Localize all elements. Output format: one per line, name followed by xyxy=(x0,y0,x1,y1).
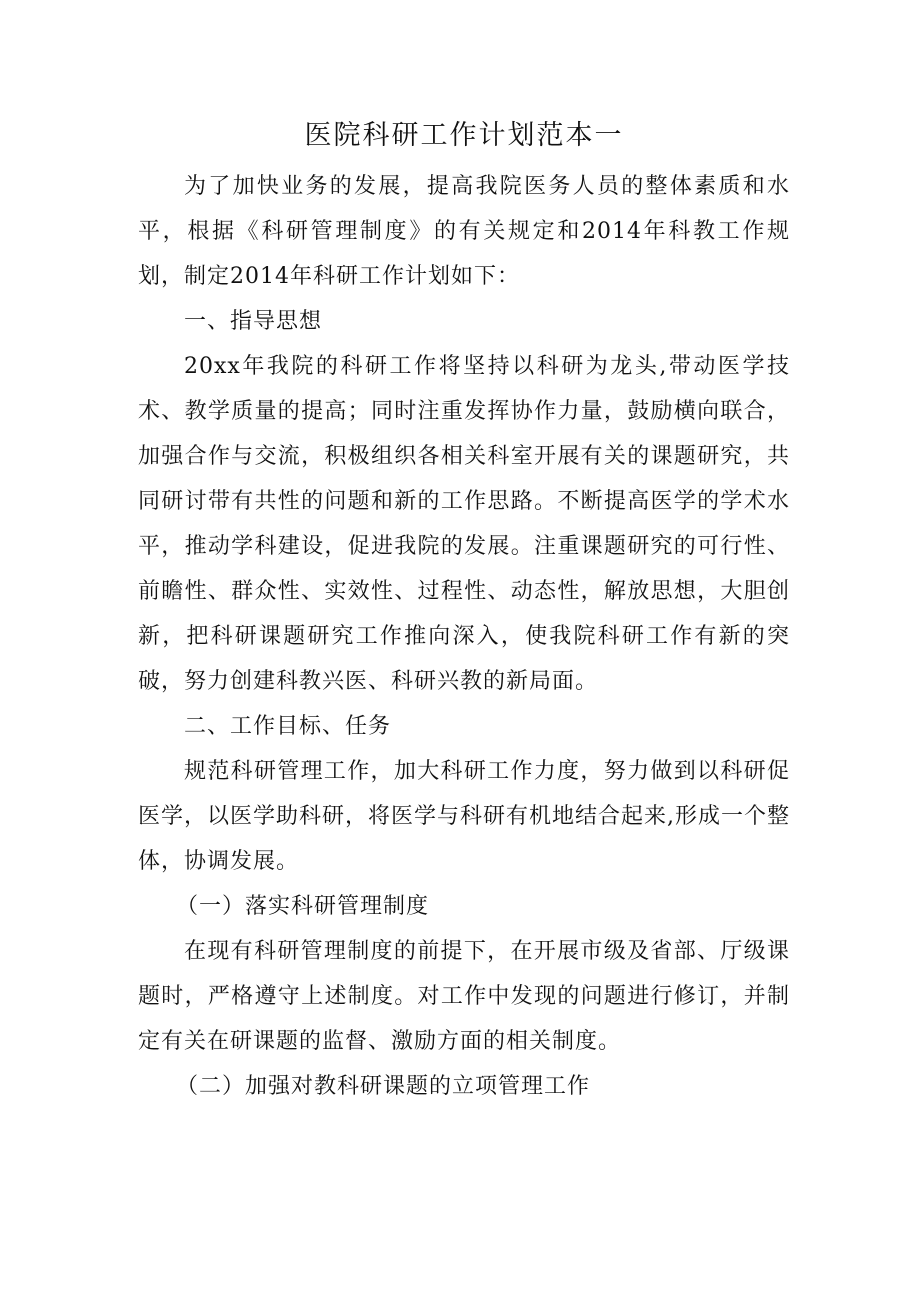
management-system-paragraph: 在现有科研管理制度的前提下，在开展市级及省部、厅级课题时，严格遵守上述制度。对工作中发现的问题进行修订，并制定有关在研课题的监督、激励方面的相关制度。 xyxy=(138,939,790,1054)
subsection-heading-project-management: （二）加强对教科研课题的立项管理工作 xyxy=(176,1074,591,1099)
goals-tasks-paragraph: 规范科研管理工作，加大科研工作力度，努力做到以科研促医学，以医学助科研，将医学与科研有机地结合起来,形成一个整体，协调发展。 xyxy=(138,759,790,874)
section-heading-guiding-ideology: 一、指导思想 xyxy=(184,309,323,334)
guiding-ideology-paragraph: 20xx年我院的科研工作将坚持以科研为龙头,带动医学技术、教学质量的提高；同时注重发挥协作力量，鼓励横向联合，加强合作与交流，积极组织各相关科室开展有关的课题研究，共同研讨带有共性的问题和新的工作思路。不断提高医学的学术水平，推动学科建设，促进我院的发展。注重课题研究的可行性、前瞻性、群众性、实效性、过程性、动态性，解放思想，大胆创新，把科研课题研究工作推向深入，使我院科研工作有新的突破，努力创建科教兴医、科研兴教的新局面。 xyxy=(138,354,790,694)
document-title: 医院科研工作计划范本一 xyxy=(304,120,624,151)
document-page xyxy=(138,112,790,1109)
intro-paragraph: 为了加快业务的发展，提高我院医务人员的整体素质和水平，根据《科研管理制度》的有关规定和2014年科教工作规划，制定2014年科研工作计划如下： xyxy=(138,174,790,289)
subsection-heading-management-system: （一）落实科研管理制度 xyxy=(176,894,430,919)
section-heading-goals-tasks: 二、工作目标、任务 xyxy=(184,714,392,739)
